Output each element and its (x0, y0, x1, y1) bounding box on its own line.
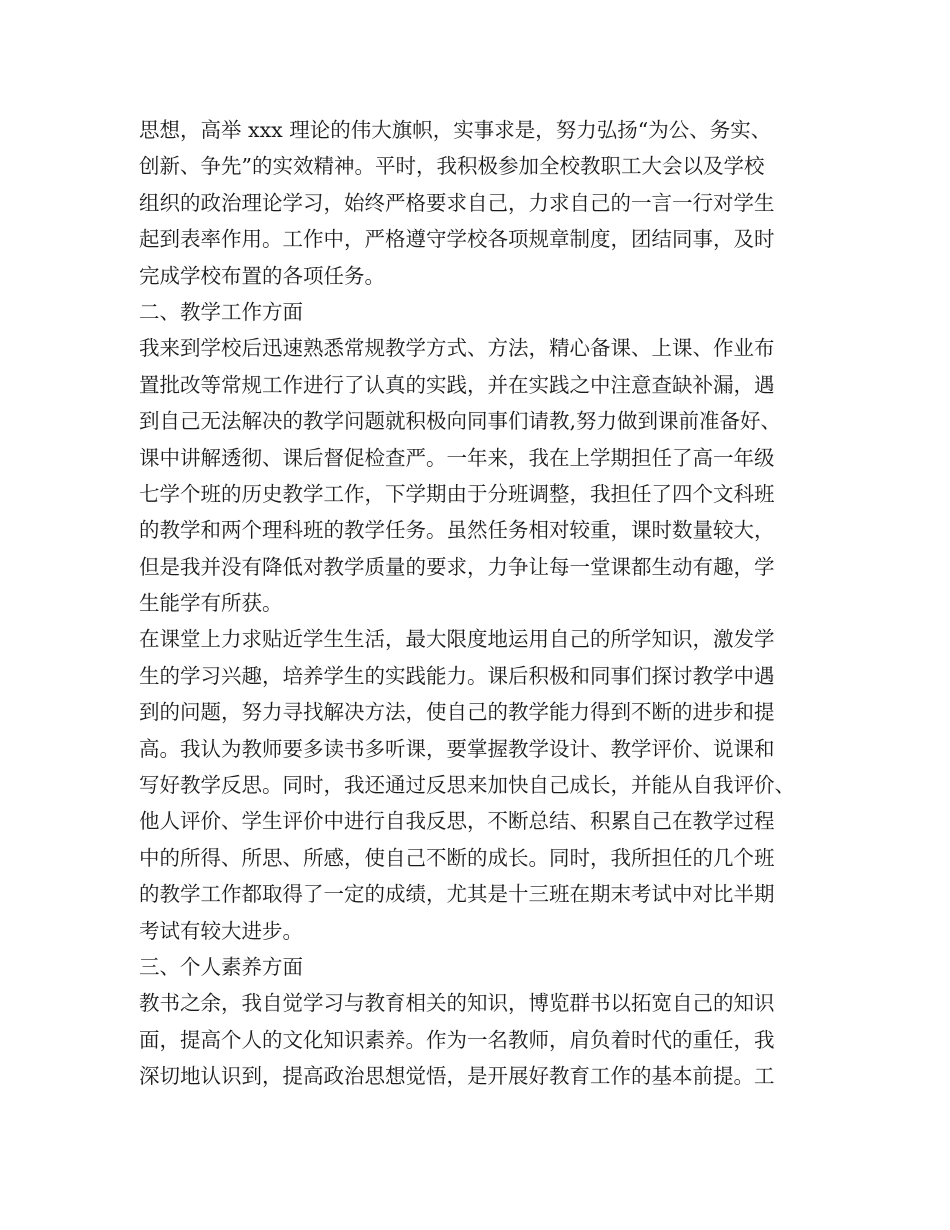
text-line: 思想，高举 xxx 理论的伟大旗帜，实事求是，努力弘扬“为公、务实、 (139, 118, 772, 142)
text-line: 创新、争先”的实效精神。平时，我积极参加全校教职工大会以及学校 (139, 154, 765, 179)
text-line: 中的所得、所思、所感，使自己不断的成长。同时，我所担任的几个班 (139, 845, 775, 870)
text-line: 生的学习兴趣，培养学生的实践能力。课后积极和同事们探讨教学中遇 (139, 663, 775, 688)
document-body (139, 112, 829, 1095)
text-line: 考试有较大进步。 (139, 918, 303, 943)
section-heading: 二、教学工作方面 (139, 299, 303, 324)
text-line: 写好教学反思。同时，我还通过反思来加快自己成长，并能从自我评价、 (139, 773, 795, 798)
text-line: 到的问题，努力寻找解决方法，使自己的教学能力得到不断的进步和提 (139, 700, 775, 725)
text-line: 教书之余，我自觉学习与教育相关的知识，博览群书以拓宽自己的知识 (139, 991, 775, 1016)
text-line: 但是我并没有降低对教学质量的要求，力争让每一堂课都生动有趣，学 (139, 554, 775, 579)
text-line: 课中讲解透彻、课后督促检查严。一年来，我在上学期担任了高一年级 (139, 445, 775, 470)
text-line: 七学个班的历史教学工作，下学期由于分班调整，我担任了四个文科班 (139, 481, 775, 506)
text-line: 深切地认识到，提高政治思想觉悟，是开展好教育工作的基本前提。工 (139, 1064, 775, 1089)
text-line: 面，提高个人的文化知识素养。作为一名教师，肩负着时代的重任，我 (139, 1027, 775, 1052)
text-line: 完成学校布置的各项任务。 (139, 263, 385, 288)
text-line: 他人评价、学生评价中进行自我反思，不断总结、积累自己在教学过程 (139, 809, 775, 834)
text-line: 起到表率作用。工作中，严格遵守学校各项规章制度，团结同事，及时 (139, 227, 775, 252)
text-line: 的教学和两个理科班的教学任务。虽然任务相对较重，课时数量较大， (139, 518, 775, 543)
text-line: 到自己无法解决的教学问题就积极向同事们请教,努力做到课前准备好、 (139, 409, 782, 434)
section-heading: 三、个人素养方面 (139, 954, 303, 979)
text-line: 置批改等常规工作进行了认真的实践，并在实践之中注意查缺补漏，遇 (139, 372, 775, 397)
text-line: 组织的政治理论学习，始终严格要求自己，力求自己的一言一行对学生 (139, 190, 775, 215)
text-line: 生能学有所获。 (139, 591, 283, 616)
text-line: 在课堂上力求贴近学生生活，最大限度地运用自己的所学知识，激发学 (139, 627, 775, 652)
text-line: 我来到学校后迅速熟悉常规教学方式、方法，精心备课、上课、作业布 (139, 336, 775, 361)
text-line: 高。我认为教师要多读书多听课，要掌握教学设计、教学评价、说课和 (139, 736, 775, 761)
text-line: 的教学工作都取得了一定的成绩，尤其是十三班在期末考试中对比半期 (139, 882, 775, 907)
